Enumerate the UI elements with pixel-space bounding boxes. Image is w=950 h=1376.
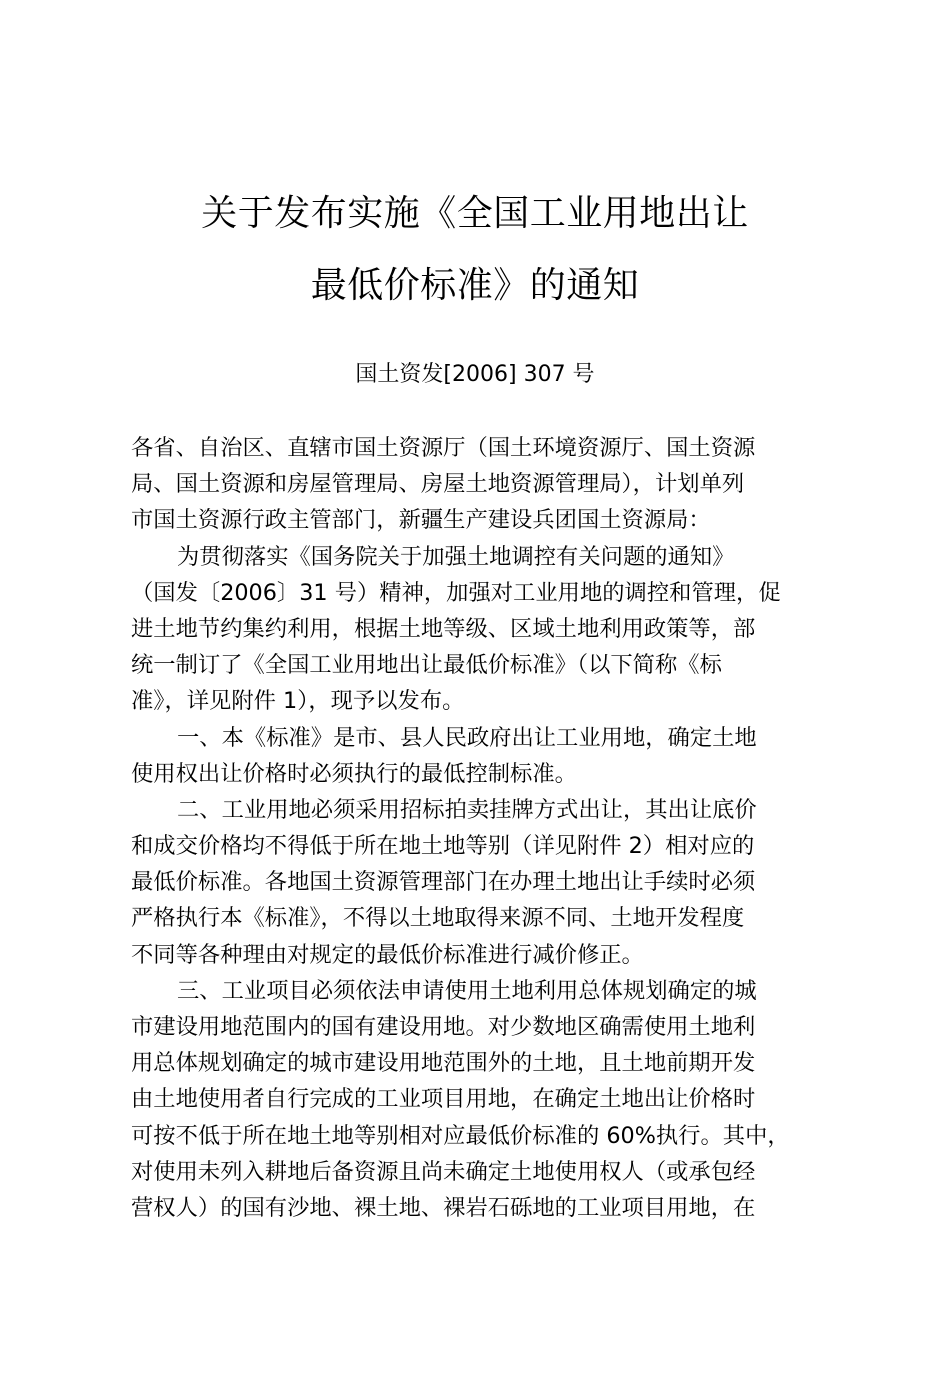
body-line: 一、本《标准》是市、县人民政府出让工业用地，确定土地	[177, 724, 757, 751]
body-line: 各省、自治区、直辖市国土资源厅（国土环境资源厅、国土资源	[131, 435, 756, 461]
body-line: 市建设用地范围内的国有建设用地。对少数地区确需使用土地利	[131, 1014, 756, 1040]
body-line: 统一制订了《全国工业用地出让最低价标准》（以下简称《标	[131, 652, 722, 679]
body-line: 最低价标准。各地国土资源管理部门在办理土地出让手续时必须	[131, 869, 756, 896]
document-title-line-1: 关于发布实施《全国工业用地出让	[201, 193, 749, 234]
body-line: 用总体规划确定的城市建设用地范围外的土地，且土地前期开发	[131, 1050, 756, 1077]
document-number: 国土资发[2006] 307 号	[355, 362, 595, 387]
body-line: 进土地节约集约利用，根据土地等级、区域土地利用政策等，部	[131, 615, 756, 642]
body-line: 三、工业项目必须依法申请使用土地利用总体规划确定的城	[177, 977, 757, 1004]
body-line: 市国土资源行政主管部门，新疆生产建设兵团国土资源局：	[131, 507, 711, 534]
body-line: 对使用未列入耕地后备资源且尚未确定土地使用权人（或承包经	[131, 1158, 756, 1185]
body-line: 准》，详见附件 1），现予以发布。	[131, 688, 465, 715]
body-line: 不同等各种理由对规定的最低价标准进行减价修正。	[131, 941, 644, 968]
document-body	[131, 430, 823, 1226]
body-line: 局、国土资源和房屋管理局、房屋土地资源管理局），计划单列	[131, 471, 745, 498]
body-line: 为贯彻落实《国务院关于加强土地调控有关问题的通知》	[177, 543, 735, 570]
body-line: 使用权出让价格时必须执行的最低控制标准。	[131, 760, 577, 787]
body-line: 和成交价格均不得低于所在地土地等别（详见附件 2）相对应的	[131, 833, 755, 860]
body-line: 营权人）的国有沙地、裸土地、裸岩石砾地的工业项目用地，在	[131, 1194, 756, 1221]
body-line: （国发〔2006〕31 号）精神，加强对工业用地的调控和管理，促	[131, 579, 781, 606]
body-line: 可按不低于所在地土地等别相对应最低价标准的 60%执行。其中，	[131, 1122, 790, 1149]
body-line: 由土地使用者自行完成的工业项目用地，在确定土地出让价格时	[131, 1086, 756, 1113]
body-line: 二、工业用地必须采用招标拍卖挂牌方式出让，其出让底价	[177, 796, 757, 823]
document-title-line-2: 最低价标准》的通知	[310, 265, 640, 306]
body-line: 严格执行本《标准》，不得以土地取得来源不同、土地开发程度	[131, 905, 745, 932]
